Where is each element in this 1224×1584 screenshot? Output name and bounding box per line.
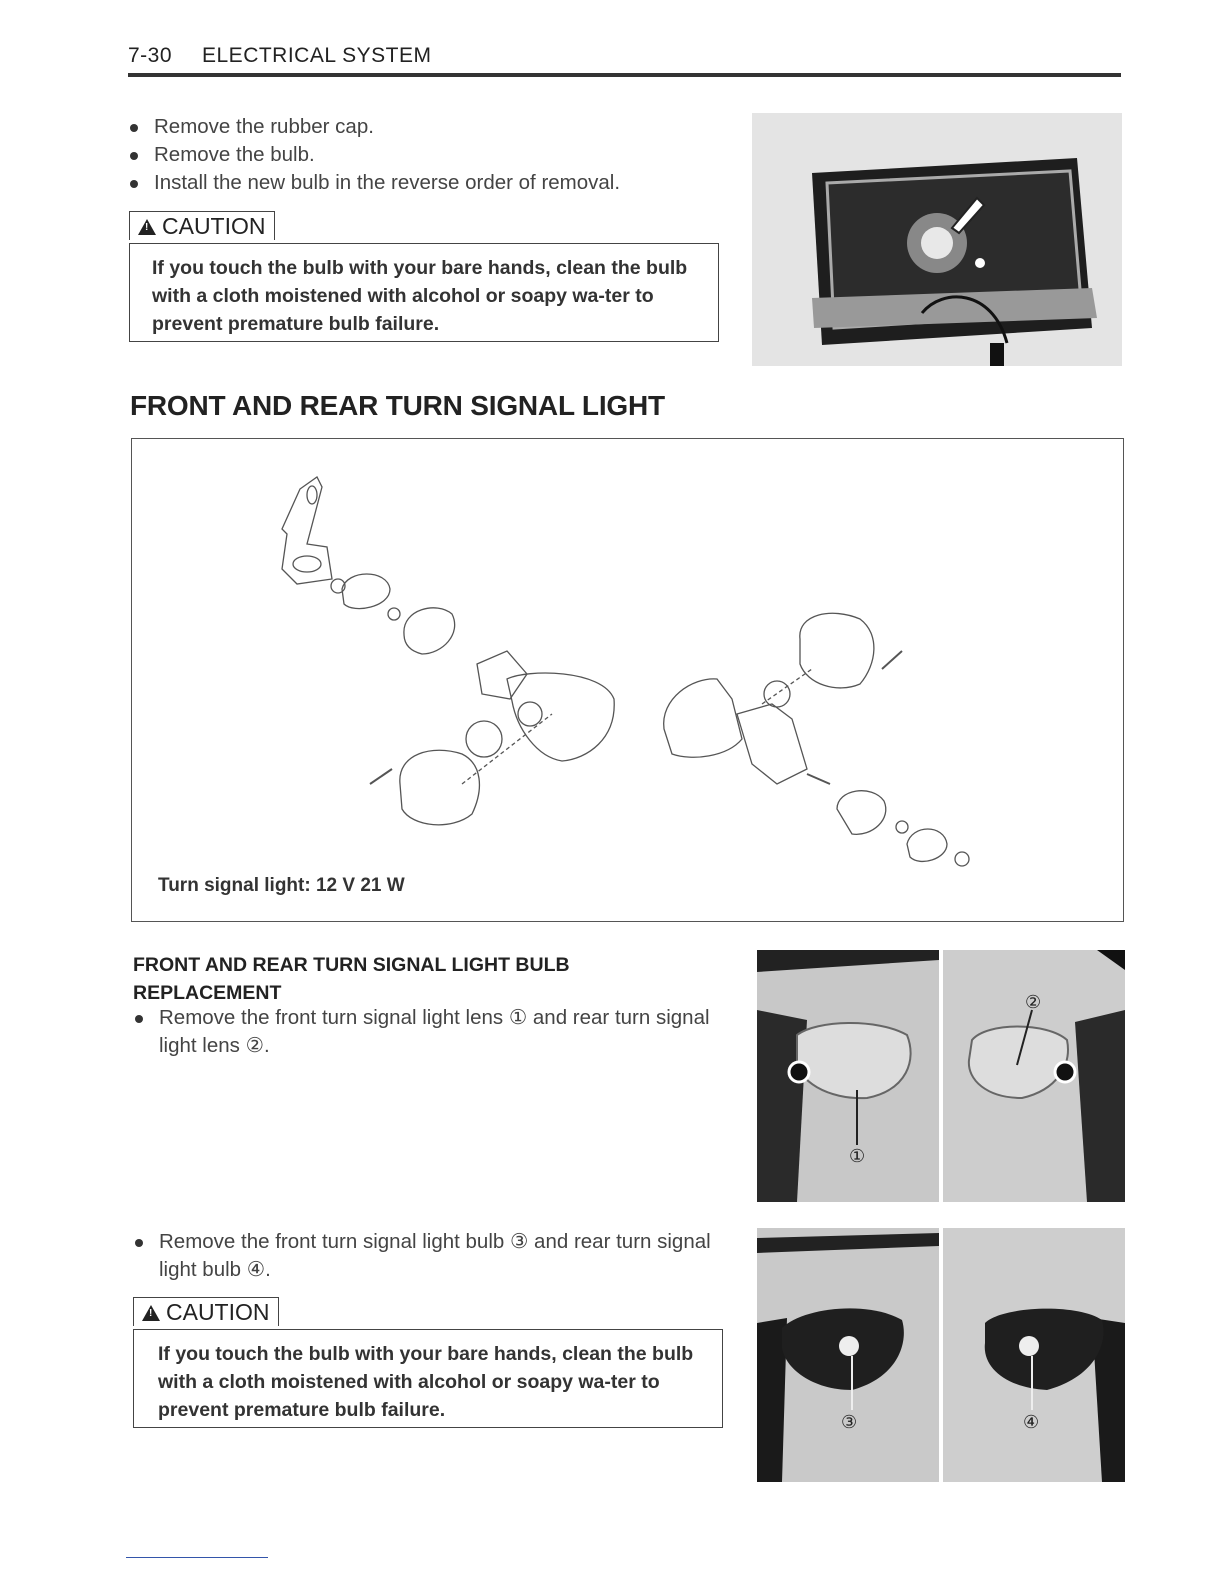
list-item: Remove the bulb.	[128, 141, 728, 169]
callout-3: ③	[841, 1412, 858, 1432]
header-rule	[128, 73, 1121, 77]
callout-1: ①	[849, 1146, 866, 1166]
turn-signal-exploded-view	[132, 439, 1122, 920]
caution-box	[129, 243, 719, 342]
list-item: Install the new bulb in the reverse order of removal.	[128, 169, 728, 197]
caution-label-text: CAUTION	[166, 1299, 270, 1325]
chapter-title: ELECTRICAL SYSTEM	[202, 44, 432, 67]
caution-label	[133, 1297, 279, 1326]
subsection-bullet-1	[133, 1004, 728, 1060]
headlight-photo	[752, 113, 1122, 366]
warning-icon: !	[142, 1305, 160, 1321]
caution-label	[129, 211, 275, 240]
list-item: Remove the front turn signal light bulb ③ and rear turn signal light bulb ④.	[133, 1228, 728, 1284]
section-title: FRONT AND REAR TURN SIGNAL LIGHT	[130, 390, 665, 421]
bulb-photo	[757, 1228, 1125, 1482]
top-bullet-list	[128, 113, 728, 197]
caution-box	[133, 1329, 723, 1428]
subsection-bullet-2	[133, 1228, 728, 1284]
warning-icon: !	[138, 219, 156, 235]
footer-link-line	[126, 1557, 268, 1558]
caution-text: If you touch the bulb with your bare hands, clean the bulb with a cloth moistened with alcohol or soapy wa-ter to prevent premature bulb failure.	[152, 257, 688, 335]
exploded-diagram	[131, 438, 1124, 922]
lens-photo	[757, 950, 1125, 1202]
caution-text: If you touch the bulb with your bare hands, clean the bulb with a cloth moistened with alcohol or soapy wa-ter to prevent premature bulb failure.	[158, 1343, 694, 1421]
page-number: 7-30	[128, 44, 173, 67]
diagram-caption: Turn signal light: 12 V 21 W	[158, 875, 405, 896]
caution-label-text: CAUTION	[162, 213, 266, 239]
callout-2: ②	[1025, 992, 1042, 1012]
subsection-title: FRONT AND REAR TURN SIGNAL LIGHT BULB REPLACEMENT	[133, 954, 570, 1004]
list-item: Remove the front turn signal light lens ① and rear turn signal light lens ②.	[133, 1004, 728, 1060]
list-item: Remove the rubber cap.	[128, 113, 728, 141]
callout-4: ④	[1023, 1412, 1040, 1432]
